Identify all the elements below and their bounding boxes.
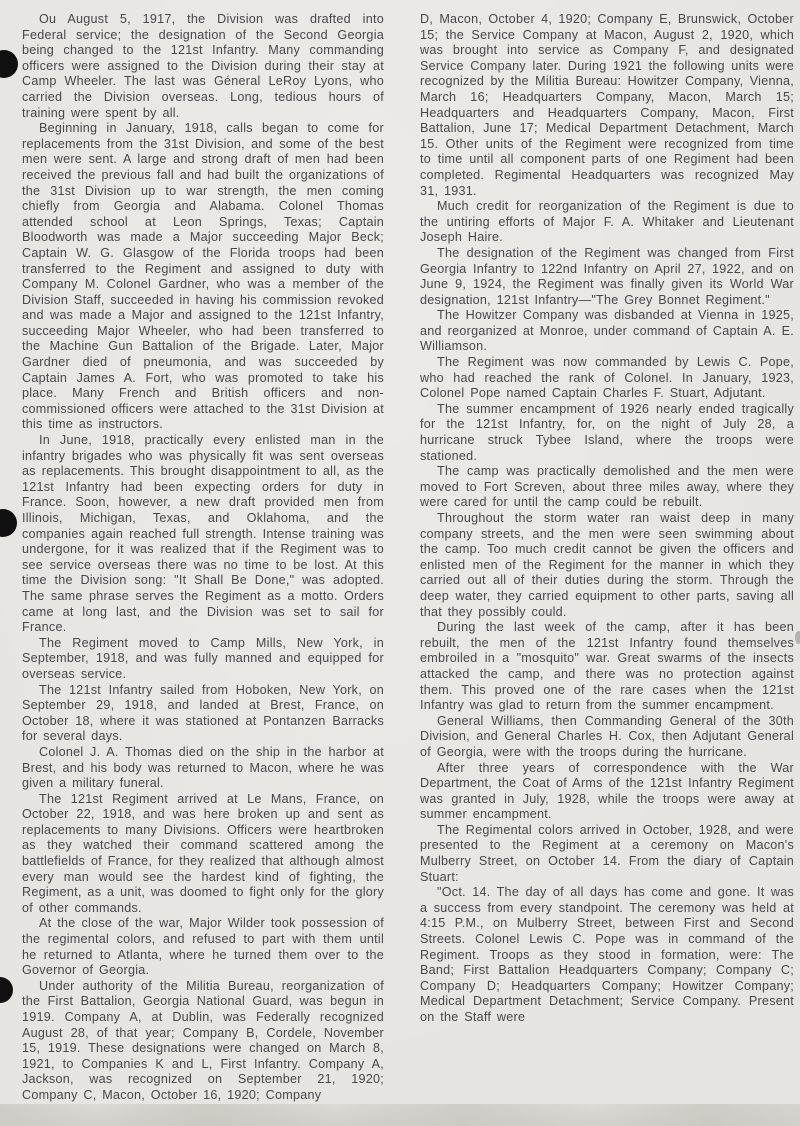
- paragraph: The 121st Regiment arrived at Le Mans, France, on October 22, 1918, and was here broken up and sent as replacements to many Divisions. Officers were heartbroken as they watched their command scattered among the battlefields of France, for they realized that although almost every man would see the hardest kind of fighting, the Regiment, as a unit, was doomed to fight only for the glory of other commands.: [22, 791, 384, 915]
- paragraph: Throughout the storm water ran waist deep in many company streets, and the men were seen swimming about the camp. Too much credit cannot be given the officers and enlisted men of the Regiment for the manner in which they carried out all of their duties during the storm. Through the deep water, they carried equipment to other parts, saving all that they possibly could.: [420, 511, 794, 619]
- paragraph: During the last week of the camp, after it has been rebuilt, the men of the 121st Infantry found themselves embroiled in a "mosquito" war. Great swarms of the insects attacked the camp, and there was no protection against them. This proved one of the rare cases when the 121st Infantry was glad to return from the summer encampment.: [420, 620, 794, 713]
- paragraph: The summer encampment of 1926 nearly ended tragically for the 121st Infantry, for, on the night of July 28, a hurricane struck Tybee Island, where the troops were stationed.: [420, 401, 794, 463]
- paragraph: Under authority of the Militia Bureau, reorganization of the First Battalion, Georgia National Guard, was begun in 1919. Company A, at Dublin, was Federally recognized August 28, of that year; Company B, Cordele, November 15, 1919. These designations were changed on March 8, 1921, to Companies K and L, First Infantry. Company A, Jackson, was recognized on September 21, 1920; Company C, Macon, October 16, 1920; Company: [22, 978, 384, 1102]
- paragraph: After three years of correspondence with the War Department, the Coat of Arms of the 121st Infantry Regiment was granted in July, 1928, while the troops were away at summer encampment.: [420, 760, 794, 822]
- paragraph: The Regiment was now commanded by Lewis C. Pope, who had reached the rank of Colonel. In January, 1923, Colonel Pope named Captain Charles F. Stuart, Adjutant.: [420, 355, 794, 401]
- paragraph: The Regiment moved to Camp Mills, New York, in September, 1918, and was fully manned and equipped for overseas service.: [22, 635, 384, 681]
- paragraph: Much credit for reorganization of the Regiment is due to the untiring efforts of Major F. A. Whitaker and Lieutenant Joseph Haire.: [420, 199, 794, 245]
- text-column-left: [22, 12, 384, 1104]
- paragraph: The Regimental colors arrived in October, 1928, and were presented to the Regiment at a ceremony on Macon's Mulberry Street, on October 14. From the diary of Captain Stuart:: [420, 822, 794, 884]
- paragraph: "Oct. 14. The day of all days has come and gone. It was a success from every standpoint. The ceremony was held at 4:15 P.M., on Mulberry Street, between First and Second Streets. Colonel Lewis C. Pope was in command of the Regiment. Troops as they stood in formation, were: The Band; First Battalion Headquarters Company; Company C; Company D; Headquarters Company; Howitzer Company; Medical Department Detachment; Service Company. Present on the Staff were: [420, 885, 794, 1024]
- text-column-right: [420, 12, 794, 1104]
- paragraph: The 121st Infantry sailed from Hoboken, New York, on September 29, 1918, and landed at Brest, France, on October 18, where it was stationed at Pontanzen Barracks for several days.: [22, 682, 384, 744]
- scan-edge-shadow: [0, 1104, 800, 1126]
- paragraph: At the close of the war, Major Wilder took possession of the regimental colors, and refused to part with them until he returned to Atlanta, where he turned them over to the Governor of Georgia.: [22, 916, 384, 978]
- paragraph: The designation of the Regiment was changed from First Georgia Infantry to 122nd Infantry on April 27, 1922, and on June 9, 1924, the Regiment was finally given its World War designation, 121st Infantry—"The Grey Bonnet Regiment.": [420, 245, 794, 307]
- scan-smudge: [795, 631, 800, 644]
- paragraph: Ou August 5, 1917, the Division was drafted into Federal service; the designation of the Second Georgia being changed to the 121st Infantry. Many commanding officers were assigned to the Division during their stay at Camp Wheeler. The last was Géneral LeRoy Lyons, who carried the Division overseas. Long, tedious hours of training were spent by all.: [22, 12, 384, 120]
- paragraph: D, Macon, October 4, 1920; Company E, Brunswick, October 15; the Service Company at Macon, August 2, 1920, which was brought into service as Company F, and designated Service Company later. During 1921 the following units were recognized by the Militia Bureau: Howitzer Company, Vienna, March 16; Headquarters Company, Macon, March 15; Headquarters and Headquarters Company, Macon, First Battalion, June 17; Medical Department Detachment, March 15. Other units of the Regiment were recognized from time to time until all component parts of one Regiment had been completed. Regimental Headquarters was recognized May 31, 1931.: [420, 12, 794, 198]
- paragraph: The Howitzer Company was disbanded at Vienna in 1925, and reorganized at Monroe, under command of Captain A. E. Williamson.: [420, 308, 794, 354]
- paragraph: Beginning in January, 1918, calls began to come for replacements from the 31st Division, and some of the best men were sent. A large and strong draft of men had been received the previous fall and had built the organizations of the 31st Division up to war strength, the men coming chiefly from Georgia and Alabama. Colonel Thomas attended school at Leon Springs, Texas; Captain Bloodworth was made a Major succeeding Major Beck; Captain W. G. Glasgow of the Florida troops had been transferred to the Regiment and assigned to duty with Company M. Colonel Gardner, who was a member of the Division Staff, succeeded in having his commission revoked and was made a Major and assigned to the 121st Infantry, succeeding Major Wheeler, who had been transferred to the Machine Gun Battalion of the Brigade. Later, Major Gardner died of pneumonia, and was succeeded by Captain James A. Fort, who was promoted to take his place. Many French and British officers and non-commissioned officers were attached to the 31st Division at this time as instructors.: [22, 121, 384, 432]
- paragraph: In June, 1918, practically every enlisted man in the infantry brigades who was physically fit was sent overseas as replacements. This brought disappointment to all, as the 121st Infantry had been expecting orders for duty in France. Soon, however, a new draft provided men from Illinois, Michigan, Texas, and Oklahoma, and the companies again reached full strength. Intense training was undergone, for it was realized that if the Regiment was to see service overseas there was no time to be lost. At this time the Division song: "It Shall Be Done," was adopted. The same phrase serves the Regiment as a motto. Orders came at long last, and the Division was set to sail for France.: [22, 433, 384, 635]
- paragraph: General Williams, then Commanding General of the 30th Division, and General Charles H. Cox, then Adjutant General of Georgia, were with the troops during the hurricane.: [420, 713, 794, 759]
- paragraph: The camp was practically demolished and the men were moved to Fort Screven, about three miles away, where they were cared for until the camp could be rebuilt.: [420, 464, 794, 510]
- paragraph: Colonel J. A. Thomas died on the ship in the harbor at Brest, and his body was returned to Macon, where he was given a military funeral.: [22, 744, 384, 791]
